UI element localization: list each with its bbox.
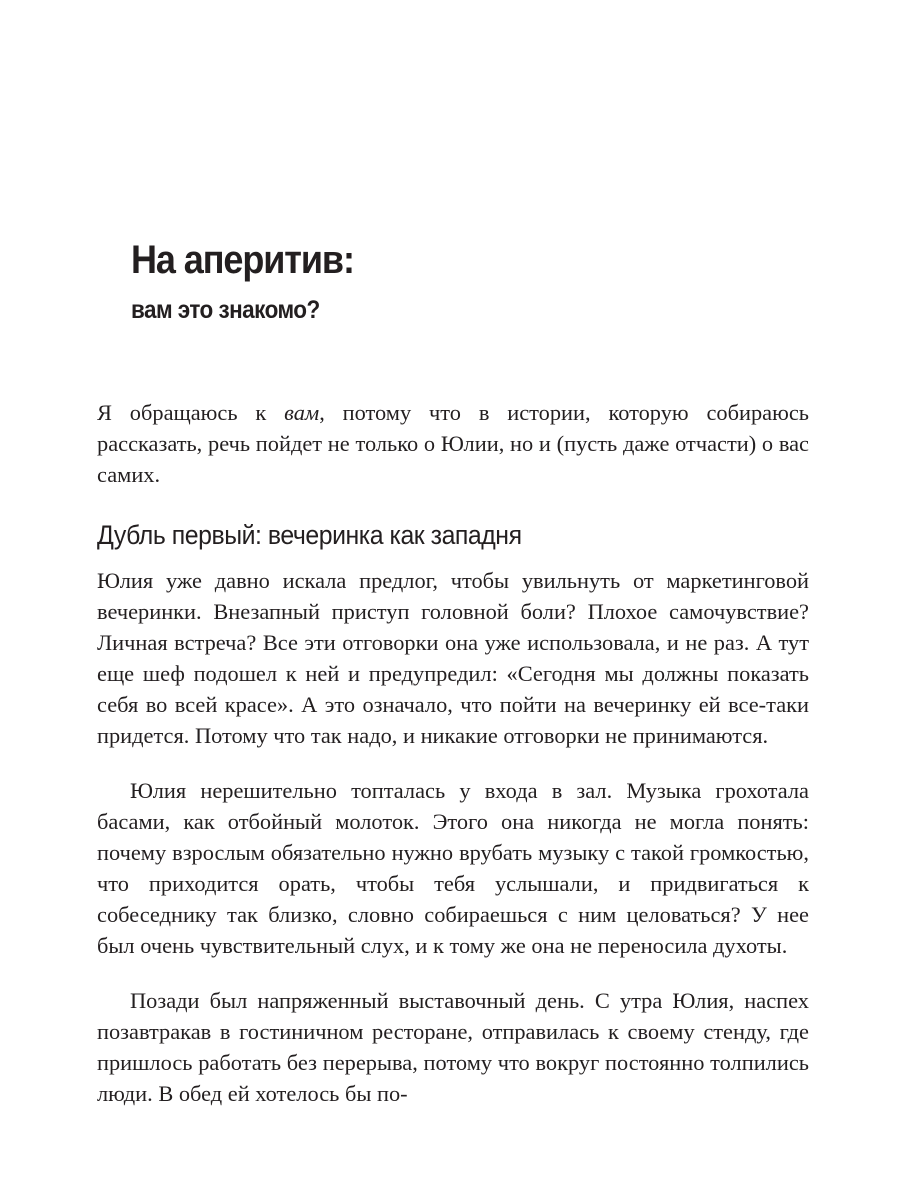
intro-emphasis: вам [284,400,320,425]
chapter-title: На аперитив: [131,238,354,282]
section-heading: Дубль первый: вечеринка как западня [97,520,522,550]
body-paragraph: Позади был напряженный выставочный день. С утра Юлия, наспех позавтракав в гостиничном ресторане, отправилась к своему стенду, где пришлось работать без перерыва, потому что вокруг постоянно толпились люди. В обед ей хотелось бы по- [97,988,809,1106]
body-paragraph: Юлия нерешительно топталась у входа в зал. Музыка грохотала басами, как отбойный молоток. Этого она никогда не могла понять: почему взрослым обязательно нужно врубать музыку с такой громкостью, что приходится орать, чтобы тебя услышали, и придвигаться к собеседнику так близко, словно собираешься с ним целоваться? У нее был очень чувствительный слух, и к тому же она не переносила духоты. [97,778,809,958]
intro-paragraph [97,397,809,490]
chapter-subtitle: вам это знакомо? [131,296,320,324]
intro-text-end: , потому что в истории, которую собираюсь рассказать, речь пойдет не только о Юлии, но и (пусть даже отчасти) о вас самих. [97,400,809,487]
body-paragraph: Юлия уже давно искала предлог, чтобы увильнуть от маркетинговой вечеринки. Внезапный приступ головной боли? Плохое самочувствие? Личная встреча? Все эти отговорки она уже использовала, и не раз. А тут еще шеф подошел к ней и предупредил: «Сегодня мы должны показать себя во всей красе». А это означало, что пойти на вечеринку ей все-таки придется. Потому что так надо, и никакие отговорки не принимаются. [97,568,809,748]
intro-text-start: Я обращаюсь к [97,400,285,425]
